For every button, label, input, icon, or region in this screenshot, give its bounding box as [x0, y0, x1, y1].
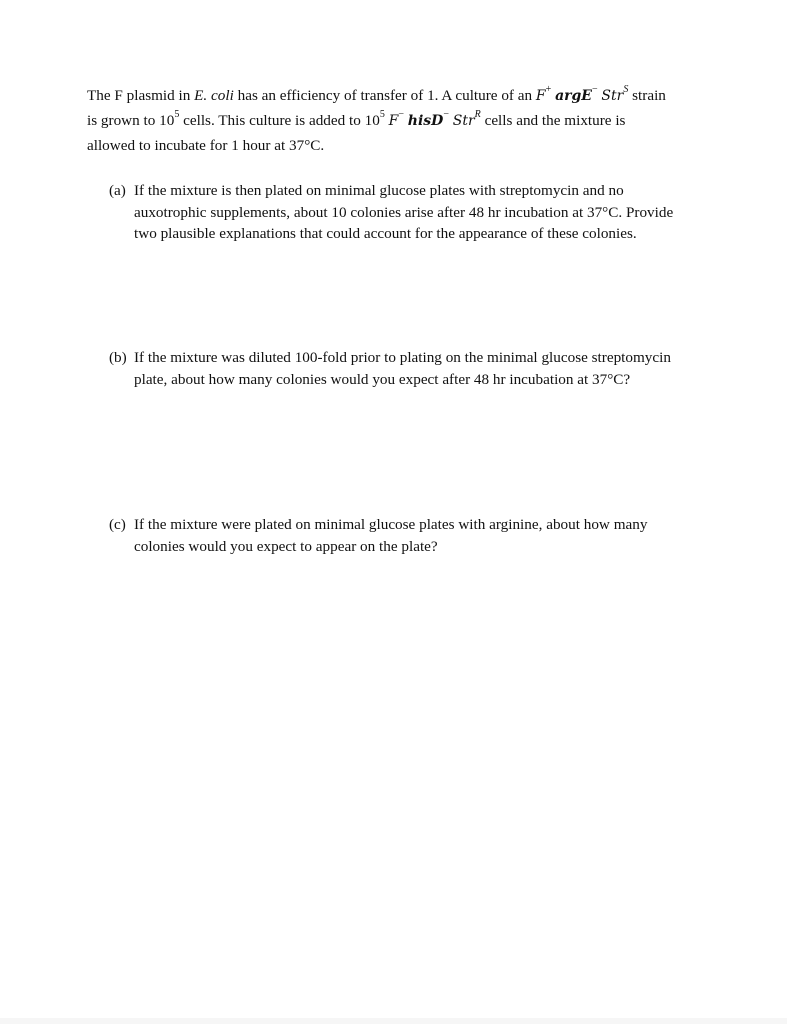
recipient-gene: hisD — [407, 113, 444, 129]
question-line: If the mixture were plated on minimal glucose plates with arginine, about how many — [134, 516, 648, 533]
donor-f-factor: F — [535, 88, 546, 104]
recipient-str: Str — [452, 113, 475, 129]
intro-line-1 — [87, 83, 727, 108]
intro-text: has an efficiency of transfer of 1. A culture of an — [233, 87, 536, 104]
question-line: two plausible explanations that could account for the appearance of these colonies. — [134, 225, 637, 242]
question-label: (a) — [109, 182, 126, 199]
species-name: E. coli — [194, 87, 234, 104]
question-label: (b) — [109, 349, 127, 366]
intro-line-2 — [87, 108, 727, 133]
donor-str-superscript: S — [623, 84, 629, 95]
donor-gene-superscript: − — [591, 84, 598, 95]
question-a — [109, 180, 709, 245]
question-text — [134, 347, 709, 390]
recipient-f-superscript: − — [398, 109, 404, 120]
donor-gene: argE — [555, 88, 592, 104]
problem-intro — [87, 83, 727, 158]
intro-text: The F plasmid in — [87, 87, 195, 104]
question-text — [134, 514, 709, 557]
recipient-str-superscript: R — [474, 109, 481, 120]
recipient-gene-superscript: − — [443, 109, 449, 120]
donor-str: Str — [601, 88, 624, 104]
question-line: auxotrophic supplements, about 10 colonies arise after 48 hr incubation at 37°C. Provide — [134, 203, 674, 221]
question-line: colonies would you expect to appear on the plate? — [134, 537, 438, 555]
intro-text: is grown to 10 — [87, 112, 175, 129]
question-c — [109, 514, 709, 557]
intro-text: cells and the mixture is — [480, 112, 626, 129]
intro-text: allowed to incubate for 1 hour at 37°C. — [87, 137, 325, 154]
question-b — [109, 347, 709, 390]
exponent: 5 — [174, 109, 180, 120]
intro-text: strain — [628, 87, 666, 104]
intro-line-3 — [87, 133, 727, 158]
question-label: (c) — [109, 516, 126, 533]
question-line: plate, about how many colonies would you expect after 48 hr incubation at 37°C? — [134, 370, 631, 388]
recipient-f-factor: F — [388, 113, 399, 129]
exponent: 5 — [379, 109, 385, 120]
donor-f-superscript: + — [545, 84, 552, 95]
question-text — [134, 180, 709, 245]
question-line: If the mixture was diluted 100-fold prior to plating on the minimal glucose streptomycin — [134, 349, 671, 366]
page-bottom-edge — [0, 1018, 787, 1024]
intro-text: cells. This culture is added to 10 — [179, 112, 380, 129]
question-line: If the mixture is then plated on minimal glucose plates with streptomycin and no — [134, 182, 624, 199]
